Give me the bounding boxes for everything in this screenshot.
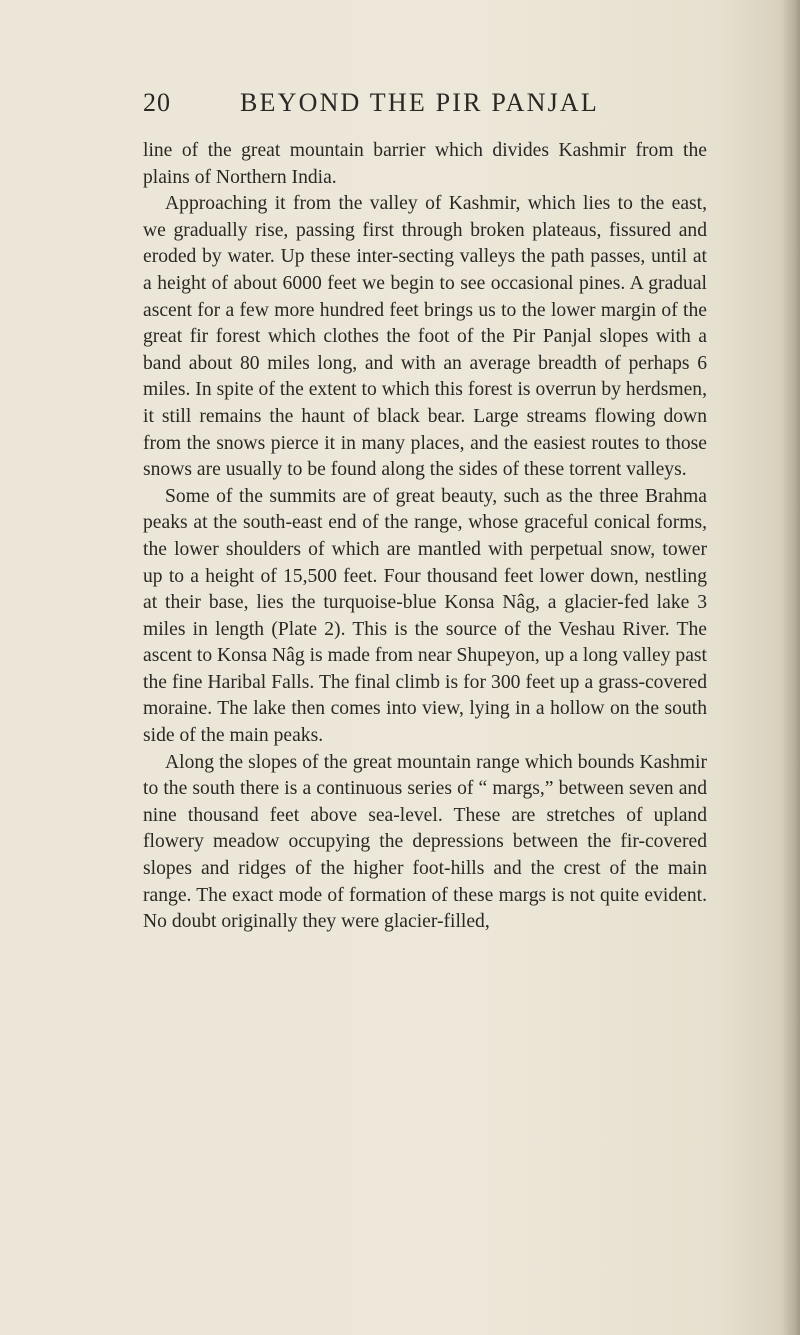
page-number: 20 [143,88,171,117]
paragraph-margs: Along the slopes of the great mountain range which bounds Kashmir to the south there is a continuous series of “ margs,” between seven and nine thousand feet above sea-level. These are stretches of upland flowery meadow occupying the depressions between the fir-covered slopes and ridges of the higher foot-hills and the crest of the main range. The exact mode of formation of these margs is not quite evident. No doubt originally they were glacier-filled, [143,751,707,933]
body-text [143,138,707,936]
paragraph-summits: Some of the summits are of great beauty, such as the three Brahma peaks at the south-east end of the range, whose graceful conical forms, the lower shoulders of which are mantled with perpetual snow, tower up to a height of 15,500 feet. Four thousand feet lower down, nestling at their base, lies the turquoise-blue Konsa Nâg, a glacier-fed lake 3 miles in length (Plate 2). This is the source of the Veshau River. The ascent to Konsa Nâg is made from near Shupeyon, up a long valley past the fine Haribal Falls. The final climb is for 300 feet up a grass-covered moraine. The lake then comes into view, lying in a hollow on the south side of the main peaks. [143,485,707,747]
running-title: BEYOND THE PIR PANJAL [240,88,599,117]
paragraph-approach: Approaching it from the valley of Kashmir, which lies to the east, we gradually rise, passing first through broken plateaus, fissured and eroded by water. Up these inter-secting valleys the path passes, until at a height of about 6000 feet we begin to see occasional pines. A gradual ascent for a few more hundred feet brings us to the lower margin of the great fir forest which clothes the foot of the Pir Panjal slopes with a band about 80 miles long, and with an average breadth of perhaps 6 miles. In spite of the extent to which this forest is overrun by herdsmen, it still remains the haunt of black bear. Large streams flowing down from the snows pierce it in many places, and the easiest routes to those snows are usually to be found along the sides of these torrent valleys. [143,193,707,481]
page-header [143,88,703,128]
paragraph-continuation: line of the great mountain barrier which divides Kashmir from the plains of Northern India. [143,140,707,188]
page-edge-shadow [782,0,800,1335]
